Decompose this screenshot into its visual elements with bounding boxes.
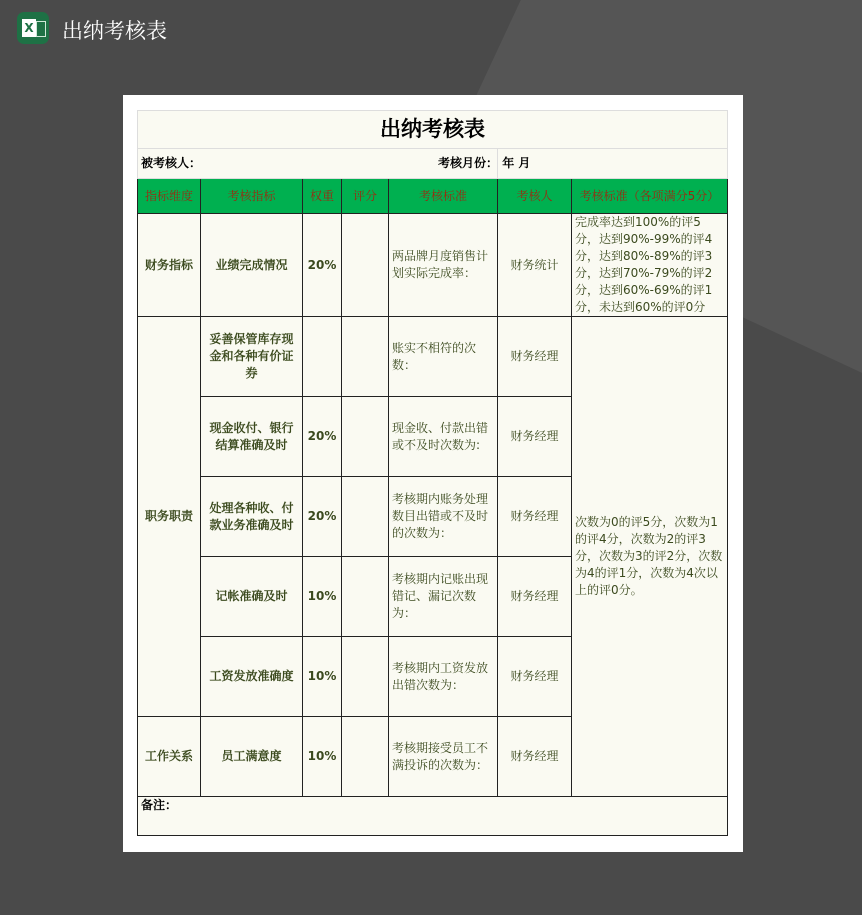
header-row xyxy=(138,179,728,214)
weight-cell: 10% xyxy=(303,717,342,797)
weight-cell: 20% xyxy=(303,214,342,317)
assessor-cell: 财务经理 xyxy=(498,557,572,637)
header-score: 评分 xyxy=(342,179,389,214)
indicator-cell: 妥善保管库存现金和各种有价证券 xyxy=(201,317,303,397)
indicator-cell: 业绩完成情况 xyxy=(201,214,303,317)
score-cell[interactable] xyxy=(342,717,389,797)
header-weight: 权重 xyxy=(303,179,342,214)
weight-cell: 20% xyxy=(303,477,342,557)
criteria-cell: 次数为0的评5分，次数为1的评4分，次数为2的评3分，次数为3的评2分，次数为4的评1分，次数为4次以上的评0分。 xyxy=(572,317,728,797)
indicator-cell: 处理各种收、付款业务准确及时 xyxy=(201,477,303,557)
header-criteria: 考核标准（各项满分5分） xyxy=(572,179,728,214)
score-cell[interactable] xyxy=(342,317,389,397)
remark-cell[interactable]: 备注： xyxy=(138,797,728,836)
assessor-cell: 财务经理 xyxy=(498,717,572,797)
standard-cell: 考核期内工资发放出错次数为： xyxy=(389,637,498,717)
header-dimension: 指标维度 xyxy=(138,179,201,214)
standard-cell: 现金收、付款出错或不及时次数为: xyxy=(389,397,498,477)
assessor-cell: 财务经理 xyxy=(498,637,572,717)
score-cell[interactable] xyxy=(342,397,389,477)
standard-cell: 考核期内账务处理数目出错或不及时的次数为： xyxy=(389,477,498,557)
assessment-month[interactable]: 考核月份： 年 月 xyxy=(438,149,668,179)
header-assessor: 考核人 xyxy=(498,179,572,214)
assessor-cell: 财务经理 xyxy=(498,397,572,477)
standard-cell: 考核期接受员工不满投诉的次数为： xyxy=(389,717,498,797)
app-title: 出纳考核表 xyxy=(62,19,167,43)
sheet-title: 出纳考核表 xyxy=(138,111,728,149)
indicator-cell: 员工满意度 xyxy=(201,717,303,797)
title-bar xyxy=(0,0,862,60)
assessor-cell: 财务经理 xyxy=(498,317,572,397)
group-label: 工作关系 xyxy=(138,717,201,797)
indicator-cell: 工资发放准确度 xyxy=(201,637,303,717)
assessor-cell: 财务经理 xyxy=(498,477,572,557)
header-standard: 考核标准 xyxy=(389,179,498,214)
standard-cell: 两品牌月度销售计划实际完成率： xyxy=(389,214,498,317)
weight-cell: 10% xyxy=(303,557,342,637)
assessment-table xyxy=(137,110,728,836)
group-label: 职务职责 xyxy=(138,317,201,717)
score-cell[interactable] xyxy=(342,637,389,717)
table-row xyxy=(138,214,728,317)
indicator-cell: 记帐准确及时 xyxy=(201,557,303,637)
indicator-cell: 现金收付、银行结算准确及时 xyxy=(201,397,303,477)
weight-cell: 10% xyxy=(303,637,342,717)
header-indicator: 考核指标 xyxy=(201,179,303,214)
criteria-cell: 完成率达到100%的评5分，达到90%-99%的评4分，达到80%-89%的评3分，达到70%-79%的评2分，达到60%-69%的评1分，未达到60%的评0分 xyxy=(572,214,728,317)
score-cell[interactable] xyxy=(342,557,389,637)
weight-cell xyxy=(303,317,342,397)
assessor-cell: 财务统计 xyxy=(498,214,572,317)
table-row xyxy=(138,317,728,397)
excel-icon: X xyxy=(17,12,49,44)
score-cell[interactable] xyxy=(342,214,389,317)
remark-row xyxy=(138,797,728,836)
assessee-label[interactable]: 被考核人： xyxy=(138,149,498,179)
group-label: 财务指标 xyxy=(138,214,201,317)
standard-cell: 考核期内记账出现错记、漏记次数为： xyxy=(389,557,498,637)
score-cell[interactable] xyxy=(342,477,389,557)
weight-cell: 20% xyxy=(303,397,342,477)
standard-cell: 账实不相符的次数： xyxy=(389,317,498,397)
